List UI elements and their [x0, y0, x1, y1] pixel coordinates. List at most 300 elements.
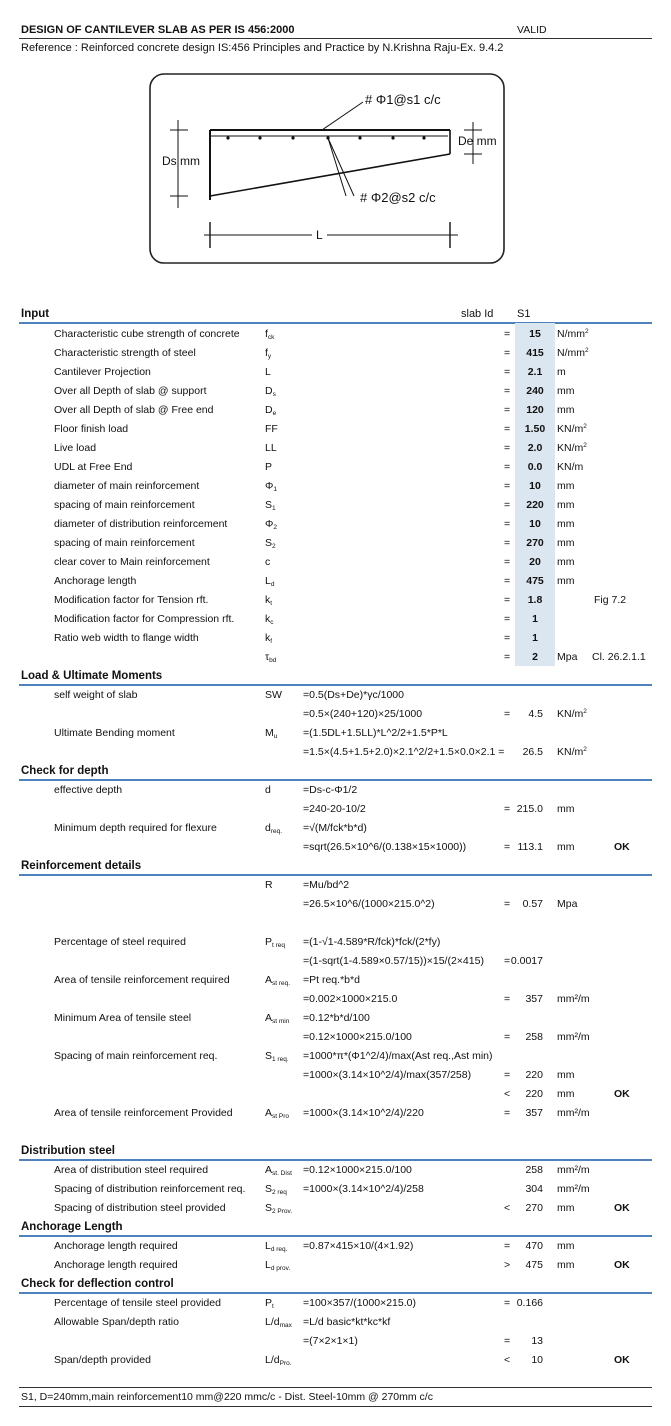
slab-id-value: S1	[517, 308, 531, 320]
relation: =	[504, 1107, 511, 1119]
result-value: 258	[525, 1164, 543, 1176]
input-description: Over all Depth of slab @ Free end	[54, 404, 214, 416]
symbol-base: A	[265, 1012, 273, 1024]
equals-sign: =	[504, 537, 511, 549]
unit	[557, 537, 575, 549]
symbol-subscript: st req.	[272, 980, 291, 987]
input-description: diameter of distribution reinforcement	[54, 518, 228, 530]
symbol-subscript: max	[279, 1322, 292, 1329]
loads-heading: Load & Ultimate Moments	[21, 670, 163, 682]
result-value: 357	[525, 993, 543, 1005]
symbol	[265, 366, 271, 378]
formula: =0.12*b*d/100	[303, 1012, 370, 1024]
equals-sign: =	[504, 499, 511, 511]
unit	[557, 347, 589, 359]
relation: <	[504, 1354, 511, 1366]
symbol-base: f	[265, 328, 268, 340]
relation: =	[504, 803, 511, 815]
symbol-base: S	[265, 1202, 273, 1214]
unit	[557, 803, 575, 815]
row-description: Anchorage length required	[54, 1240, 178, 1252]
unit	[557, 1031, 590, 1043]
equals-sign: =	[504, 518, 511, 530]
symbol-base: FF	[265, 423, 278, 435]
formula: =Mu/bd^2	[303, 879, 350, 891]
unit-text: KN/m	[557, 442, 584, 454]
symbol-base: Φ	[265, 480, 274, 492]
formula: =0.12×1000×215.0/100	[303, 1164, 412, 1176]
input-value[interactable]: 240	[526, 385, 544, 397]
symbol	[265, 632, 272, 645]
formula: =0.5×(240+120)×25/1000	[303, 708, 423, 720]
unit	[557, 404, 575, 416]
equals-sign: =	[504, 613, 511, 625]
formula: =0.5(Ds+De)*γc/1000	[303, 689, 404, 701]
unit	[557, 442, 587, 454]
row-description: Minimum depth required for flexure	[54, 822, 217, 834]
result-value: 0.0017	[510, 955, 543, 967]
unit-superscript: 2	[583, 442, 587, 449]
depth-heading: Check for depth	[21, 765, 109, 777]
symbol-subscript: 2 req	[272, 1189, 287, 1196]
input-value[interactable]: 0.0	[527, 461, 543, 473]
symbol	[265, 404, 276, 417]
unit	[557, 1069, 575, 1081]
symbol-base: τ	[265, 651, 270, 663]
unit-superscript: 2	[583, 746, 587, 753]
input-description: UDL at Free End	[54, 461, 133, 473]
check-status: OK	[614, 1088, 630, 1100]
equals-sign: =	[504, 461, 511, 473]
input-value[interactable]: 15	[529, 328, 541, 340]
relation: =	[504, 1297, 511, 1309]
formula: =1.5×(4.5+1.5+2.0)×2.1^2/2+1.5×0.0×2.1 =	[303, 746, 505, 758]
unit	[557, 575, 575, 587]
symbol-base: L	[265, 1240, 271, 1252]
result-value: 475	[525, 1259, 543, 1271]
symbol-subscript: st min	[272, 1018, 290, 1025]
slab-id-label: slab Id	[461, 308, 494, 320]
input-description: Cantilever Projection	[54, 366, 151, 378]
unit-text: N/mm	[557, 328, 585, 340]
equals-sign: =	[504, 347, 511, 359]
equals-sign: =	[504, 556, 511, 568]
symbol	[265, 461, 272, 473]
deflection-heading: Check for deflection control	[21, 1278, 174, 1290]
input-value[interactable]: 475	[526, 575, 544, 587]
check-status: OK	[614, 841, 630, 853]
symbol-subscript: t	[272, 1303, 274, 1310]
input-description: spacing of main reinforcement	[54, 537, 195, 549]
result-value: 270	[525, 1202, 543, 1214]
input-description: Floor finish load	[54, 423, 129, 435]
symbol-subscript: 1	[273, 486, 278, 493]
unit-text: mm²/m	[557, 1164, 590, 1176]
result-value: 13	[531, 1335, 543, 1347]
symbol-base: d	[265, 822, 271, 834]
row-description: Spacing of distribution steel provided	[54, 1202, 226, 1214]
relation: =	[504, 955, 511, 967]
unit-text: N/mm	[557, 347, 585, 359]
input-value[interactable]: 10	[529, 518, 541, 530]
result-value: 26.5	[522, 746, 543, 758]
distribution-heading: Distribution steel	[21, 1145, 115, 1157]
row-description: Ultimate Bending moment	[54, 727, 175, 739]
relation: <	[504, 1088, 511, 1100]
symbol	[265, 1164, 292, 1177]
row-description: self weight of slab	[54, 689, 138, 701]
symbol-base: P	[265, 936, 273, 948]
relation: =	[504, 898, 511, 910]
anchorage-heading: Anchorage Length	[21, 1221, 123, 1233]
unit-text: mm	[557, 518, 575, 530]
equals-sign: =	[504, 594, 511, 606]
symbol	[265, 651, 276, 664]
symbol	[265, 442, 277, 454]
symbol	[265, 594, 272, 607]
relation: =	[504, 1335, 511, 1347]
equals-sign: =	[504, 480, 511, 492]
formula: =1000×(3.14×10^2/4)/max(357/258)	[303, 1069, 472, 1081]
formula: =L/d basic*kt*kc*kf	[303, 1316, 391, 1328]
unit-superscript: 2	[583, 708, 587, 715]
symbol-subscript: f	[270, 638, 273, 645]
formula: =Pt req.*b*d	[303, 974, 360, 986]
symbol-subscript: Pro.	[279, 1360, 292, 1367]
symbol-subscript: e	[272, 410, 277, 417]
symbol-base: k	[265, 594, 271, 606]
symbol	[265, 480, 277, 493]
result-value: 220	[525, 1088, 543, 1100]
result-value: 470	[525, 1240, 543, 1252]
input-value[interactable]: 120	[526, 404, 544, 416]
symbol	[265, 385, 276, 398]
formula: =(1.5DL+1.5LL)*L^2/2+1.5*P*L	[303, 727, 448, 739]
relation: <	[504, 1202, 511, 1214]
result-value: 258	[525, 1031, 543, 1043]
equals-sign: =	[504, 385, 511, 397]
unit	[557, 518, 575, 530]
symbol-subscript: req.	[270, 828, 283, 835]
unit	[557, 1164, 590, 1176]
unit-text: KN/m	[557, 423, 584, 435]
distribution-bar-label: # Φ2@s2 c/c	[360, 190, 436, 205]
relation: =	[504, 1031, 511, 1043]
unit	[557, 366, 566, 378]
symbol-base: P	[265, 461, 273, 473]
symbol-base: L	[265, 366, 271, 378]
unit-text: mm	[557, 480, 575, 492]
symbol-subscript: ck	[267, 334, 275, 341]
row-description: Percentage of tensile steel provided	[54, 1297, 221, 1309]
symbol	[265, 1202, 292, 1215]
relation: =	[504, 1240, 511, 1252]
result-value: 0.57	[522, 898, 543, 910]
input-description: Live load	[54, 442, 97, 454]
input-value[interactable]: 1	[532, 632, 538, 644]
symbol	[265, 1354, 292, 1367]
summary-text: S1, D=240mm,main reinforcement10 mm@220 mmc/c - Dist. Steel-10mm @ 270mm c/c	[21, 1391, 433, 1403]
unit-text: mm	[557, 575, 575, 587]
row-description: Span/depth provided	[54, 1354, 151, 1366]
symbol-base: L/d	[265, 1354, 280, 1366]
unit	[557, 1202, 575, 1214]
symbol-subscript: st Pro	[272, 1113, 289, 1120]
input-value[interactable]: 220	[526, 499, 544, 511]
result-value: 4.5	[528, 708, 543, 720]
formula: =0.12×1000×215.0/100	[303, 1031, 412, 1043]
symbol	[265, 1297, 274, 1310]
symbol	[265, 822, 282, 835]
symbol	[265, 499, 276, 512]
symbol	[265, 575, 274, 588]
input-value[interactable]: 1.8	[527, 594, 543, 606]
symbol-base: R	[265, 879, 273, 891]
equals-sign: =	[504, 366, 511, 378]
unit-text: mm²/m	[557, 1107, 590, 1119]
unit-superscript: 2	[585, 347, 589, 354]
symbol	[265, 1107, 289, 1120]
unit	[557, 651, 577, 663]
input-heading: Input	[21, 308, 50, 320]
input-value[interactable]: 270	[526, 537, 544, 549]
equals-sign: =	[504, 575, 511, 587]
input-value[interactable]: 1.50	[524, 423, 546, 435]
symbol	[265, 537, 276, 550]
unit	[557, 993, 590, 1005]
row-description: Percentage of steel required	[54, 936, 186, 948]
input-value[interactable]: 2.1	[527, 366, 543, 378]
equals-sign: =	[504, 632, 511, 644]
input-value[interactable]: 2.0	[527, 442, 543, 454]
unit	[557, 1259, 575, 1271]
formula: =1000×(3.14×10^2/4)/258	[303, 1183, 424, 1195]
symbol-subscript: d	[270, 581, 275, 588]
result-value: 304	[525, 1183, 543, 1195]
input-description: diameter of main reinforcement	[54, 480, 200, 492]
unit-text: mm	[557, 1088, 575, 1100]
de-label: De mm	[458, 134, 497, 148]
reference-text: Reference : Reinforced concrete design IS:456 Principles and Practice by N.Krishna Raju-Ex. 9.4.2	[21, 42, 504, 54]
symbol-base: L	[265, 1259, 271, 1271]
unit	[557, 1183, 590, 1195]
unit	[557, 556, 575, 568]
unit-text: mm²/m	[557, 993, 590, 1005]
input-description: Characteristic cube strength of concrete	[54, 328, 240, 340]
result-value: 220	[525, 1069, 543, 1081]
equals-sign: =	[504, 651, 511, 663]
symbol-base: D	[265, 385, 273, 397]
unit-text: mm	[557, 1240, 575, 1252]
symbol-subscript: t	[270, 600, 273, 607]
symbol-base: k	[265, 613, 271, 625]
formula: =1000×(3.14×10^2/4)/220	[303, 1107, 424, 1119]
input-note: Fig 7.2	[594, 594, 627, 606]
input-value[interactable]: 20	[529, 556, 541, 568]
result-value: 10	[531, 1354, 543, 1366]
symbol-base: k	[265, 632, 271, 644]
unit-text: mm	[557, 499, 575, 511]
symbol-subscript: y	[267, 353, 272, 360]
relation: =	[504, 1069, 511, 1081]
input-description: Anchorage length	[54, 575, 137, 587]
ds-label: Ds mm	[162, 154, 200, 168]
unit	[557, 746, 587, 758]
unit-text: mm	[557, 841, 575, 853]
input-description: Over all Depth of slab @ support	[54, 385, 207, 397]
equals-sign: =	[504, 328, 511, 340]
formula: =26.5×10^6/(1000×215.0^2)	[303, 898, 435, 910]
unit-text: mm	[557, 556, 575, 568]
row-description: Minimum Area of tensile steel	[54, 1012, 192, 1024]
unit	[557, 1107, 590, 1119]
symbol-base: d	[265, 784, 271, 796]
relation: =	[504, 841, 511, 853]
symbol-subscript: 2	[272, 543, 276, 550]
unit	[557, 1088, 575, 1100]
symbol	[265, 1316, 292, 1329]
symbol-subscript: bd	[269, 657, 277, 664]
symbol-subscript: d prov.	[270, 1265, 291, 1272]
symbol	[265, 689, 282, 701]
formula: =sqrt(26.5×10^6/(0.138×15×1000))	[303, 841, 467, 853]
formula: =240-20-10/2	[303, 803, 366, 815]
symbol	[265, 328, 274, 341]
symbol	[265, 1050, 289, 1063]
formula: =1000*π*(Φ1^2/4)/max(Ast req.,Ast min)	[303, 1050, 493, 1062]
symbol	[265, 518, 277, 531]
symbol-base: S	[265, 1050, 273, 1062]
equals-sign: =	[504, 404, 511, 416]
formula: =(1-sqrt(1-4.589×0.57/15))×15/(2×415)	[303, 955, 484, 967]
relation: =	[504, 708, 511, 720]
result-value: 113.1	[517, 841, 543, 853]
formula: =Ds-c-Φ1/2	[303, 784, 358, 796]
input-description: Modification factor for Tension rft.	[54, 594, 209, 606]
formula: =√(M/fck*b*d)	[303, 822, 367, 834]
symbol-base: P	[265, 1297, 273, 1309]
unit	[557, 708, 587, 720]
symbol-subscript: 1 req.	[272, 1056, 289, 1063]
symbol	[265, 974, 290, 987]
check-status: OK	[614, 1354, 630, 1366]
symbol	[265, 613, 274, 626]
symbol-subscript: c	[270, 619, 274, 626]
input-value[interactable]: 1	[532, 613, 538, 625]
unit-text: Mpa	[557, 898, 578, 910]
check-status: OK	[614, 1259, 630, 1271]
unit	[557, 499, 575, 511]
relation: >	[504, 1259, 511, 1271]
status-badge: VALID	[517, 24, 547, 36]
result-value: 0.166	[516, 1297, 543, 1309]
unit-text: KN/m	[557, 746, 584, 758]
unit	[557, 385, 575, 397]
relation: =	[504, 993, 511, 1005]
reinforcement-heading: Reinforcement details	[21, 860, 142, 872]
l-label: L	[312, 228, 327, 242]
unit	[557, 461, 583, 473]
symbol-subscript: 2 Prov.	[272, 1208, 293, 1215]
symbol-base: Φ	[265, 518, 274, 530]
input-description: spacing of main reinforcement	[54, 499, 195, 511]
unit-text: KN/m	[557, 708, 584, 720]
unit-text: mm²/m	[557, 1183, 590, 1195]
formula: =0.002×1000×215.0	[303, 993, 398, 1005]
unit-superscript: 2	[585, 328, 589, 335]
unit-text: mm	[557, 1259, 575, 1271]
input-description: clear cover to Main reinforcement	[54, 556, 210, 568]
symbol-base: SW	[265, 689, 282, 701]
unit-text: mm	[557, 404, 575, 416]
input-description: Modification factor for Compression rft.	[54, 613, 235, 625]
input-value[interactable]: 415	[526, 347, 544, 359]
main-bar-label: # Φ1@s1 c/c	[365, 92, 441, 107]
row-description: Spacing of main reinforcement req.	[54, 1050, 218, 1062]
symbol	[265, 423, 278, 435]
input-value[interactable]: 2	[532, 651, 538, 663]
symbol-base: A	[265, 974, 273, 986]
symbol-base: A	[265, 1107, 273, 1119]
cantilever-diagram	[148, 72, 506, 265]
unit-text: mm	[557, 385, 575, 397]
symbol	[265, 1259, 290, 1272]
unit-text: mm²/m	[557, 1031, 590, 1043]
symbol-base: D	[265, 404, 273, 416]
symbol-subscript: st. Dist	[272, 1170, 292, 1177]
equals-sign: =	[504, 442, 511, 454]
input-description: Characteristic strength of steel	[54, 347, 196, 359]
page-title: DESIGN OF CANTILEVER SLAB AS PER IS 456:2000	[21, 24, 295, 36]
result-value: 357	[525, 1107, 543, 1119]
symbol-base: f	[265, 347, 268, 359]
unit	[557, 1240, 575, 1252]
symbol	[265, 1240, 287, 1253]
formula: =(1-√1-4.589*R/fck)*fck/(2*fy)	[303, 936, 441, 948]
symbol-subscript: d req.	[270, 1246, 288, 1253]
result-value: 215.0	[516, 803, 543, 815]
symbol-base: S	[265, 499, 273, 511]
symbol-base: L/d	[265, 1316, 280, 1328]
symbol	[265, 1183, 287, 1196]
row-description: Area of tensile reinforcement Provided	[54, 1107, 233, 1119]
symbol-subscript: 2	[273, 524, 278, 531]
check-status: OK	[614, 1202, 630, 1214]
symbol-base: LL	[265, 442, 277, 454]
symbol	[265, 936, 285, 949]
symbol-subscript: t req	[272, 942, 286, 949]
unit	[557, 328, 589, 340]
row-description: Area of tensile reinforcement required	[54, 974, 230, 986]
symbol	[265, 347, 271, 360]
row-description: Area of distribution steel required	[54, 1164, 209, 1176]
input-note: Cl. 26.2.1.1	[592, 651, 646, 663]
unit-text: mm	[557, 1202, 575, 1214]
formula: =0.87×415×10/(4×1.92)	[303, 1240, 414, 1252]
unit-text: mm	[557, 537, 575, 549]
unit	[557, 898, 577, 910]
row-description: Anchorage length required	[54, 1259, 178, 1271]
unit-text: mm	[557, 1069, 575, 1081]
symbol-base: S	[265, 1183, 273, 1195]
input-description: Ratio web width to flange width	[54, 632, 199, 644]
symbol-base: c	[265, 556, 271, 568]
symbol-base: M	[265, 727, 274, 739]
input-value[interactable]: 10	[529, 480, 541, 492]
row-description: Spacing of distribution reinforcement req.	[54, 1183, 246, 1195]
formula: =(7×2×1×1)	[303, 1335, 358, 1347]
symbol	[265, 727, 277, 740]
